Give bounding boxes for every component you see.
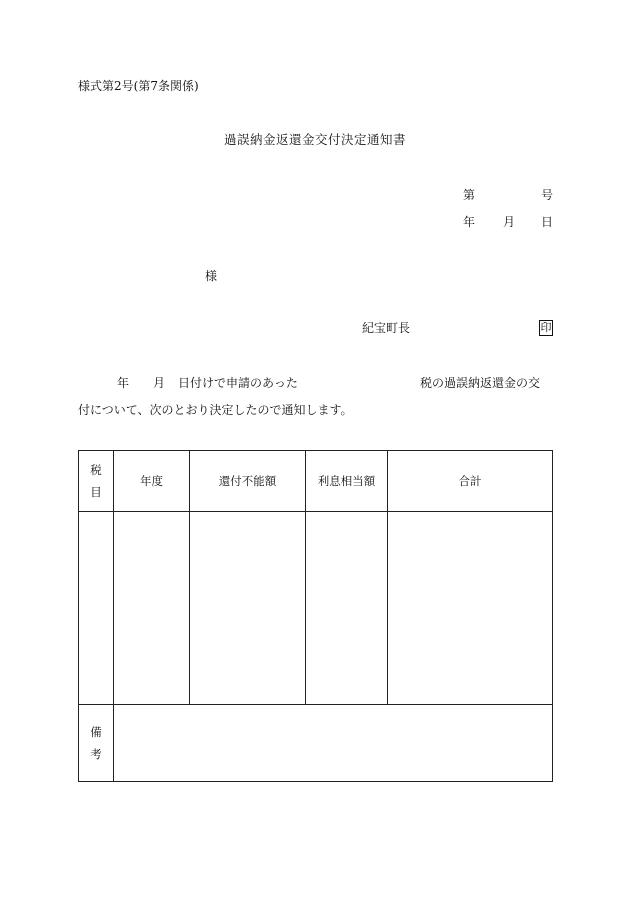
form-number: 様式第2号(第7条関係) [78, 79, 199, 93]
body-line-2: 付について、次のとおり決定したので通知します。 [78, 403, 353, 417]
date-year-label: 年 [463, 215, 476, 229]
header-interest-amount: 利息相当額 [306, 451, 388, 512]
body-year: 年 [117, 376, 130, 390]
cell-interest [306, 512, 388, 705]
remarks-char2: 考 [90, 747, 102, 761]
cell-total [388, 512, 553, 705]
cell-tax-item [79, 512, 114, 705]
remarks-char1: 備 [90, 725, 102, 739]
seal-mark: 印 [540, 321, 552, 334]
date-month-label: 月 [503, 215, 516, 229]
header-unpayable-amount: 還付不能額 [190, 451, 306, 512]
cell-year [114, 512, 190, 705]
table-header-row [79, 451, 553, 512]
body-tax-text: 税の過誤納返還金の交 [420, 376, 541, 390]
addressee-suffix: 様 [205, 269, 218, 283]
doc-number-label: 第 [463, 188, 476, 202]
body-day-text: 日付けで申請のあった [178, 376, 298, 390]
header-tax-item-char2: 目 [90, 485, 102, 499]
remarks-label [79, 705, 114, 782]
table-row [79, 512, 553, 705]
body-month: 月 [153, 376, 166, 390]
doc-number-suffix: 号 [541, 188, 554, 202]
header-year: 年度 [114, 451, 190, 512]
refund-table [78, 450, 553, 782]
header-tax-item [79, 451, 114, 512]
cell-unpayable [190, 512, 306, 705]
document-title: 過誤納金返還金交付決定通知書 [223, 132, 406, 147]
remarks-content [114, 705, 553, 782]
header-tax-item-char1: 税 [90, 463, 102, 477]
header-total: 合計 [388, 451, 553, 512]
date-day-label: 日 [541, 215, 554, 229]
remarks-row [79, 705, 553, 782]
issuer-name: 紀宝町長 [362, 321, 411, 335]
